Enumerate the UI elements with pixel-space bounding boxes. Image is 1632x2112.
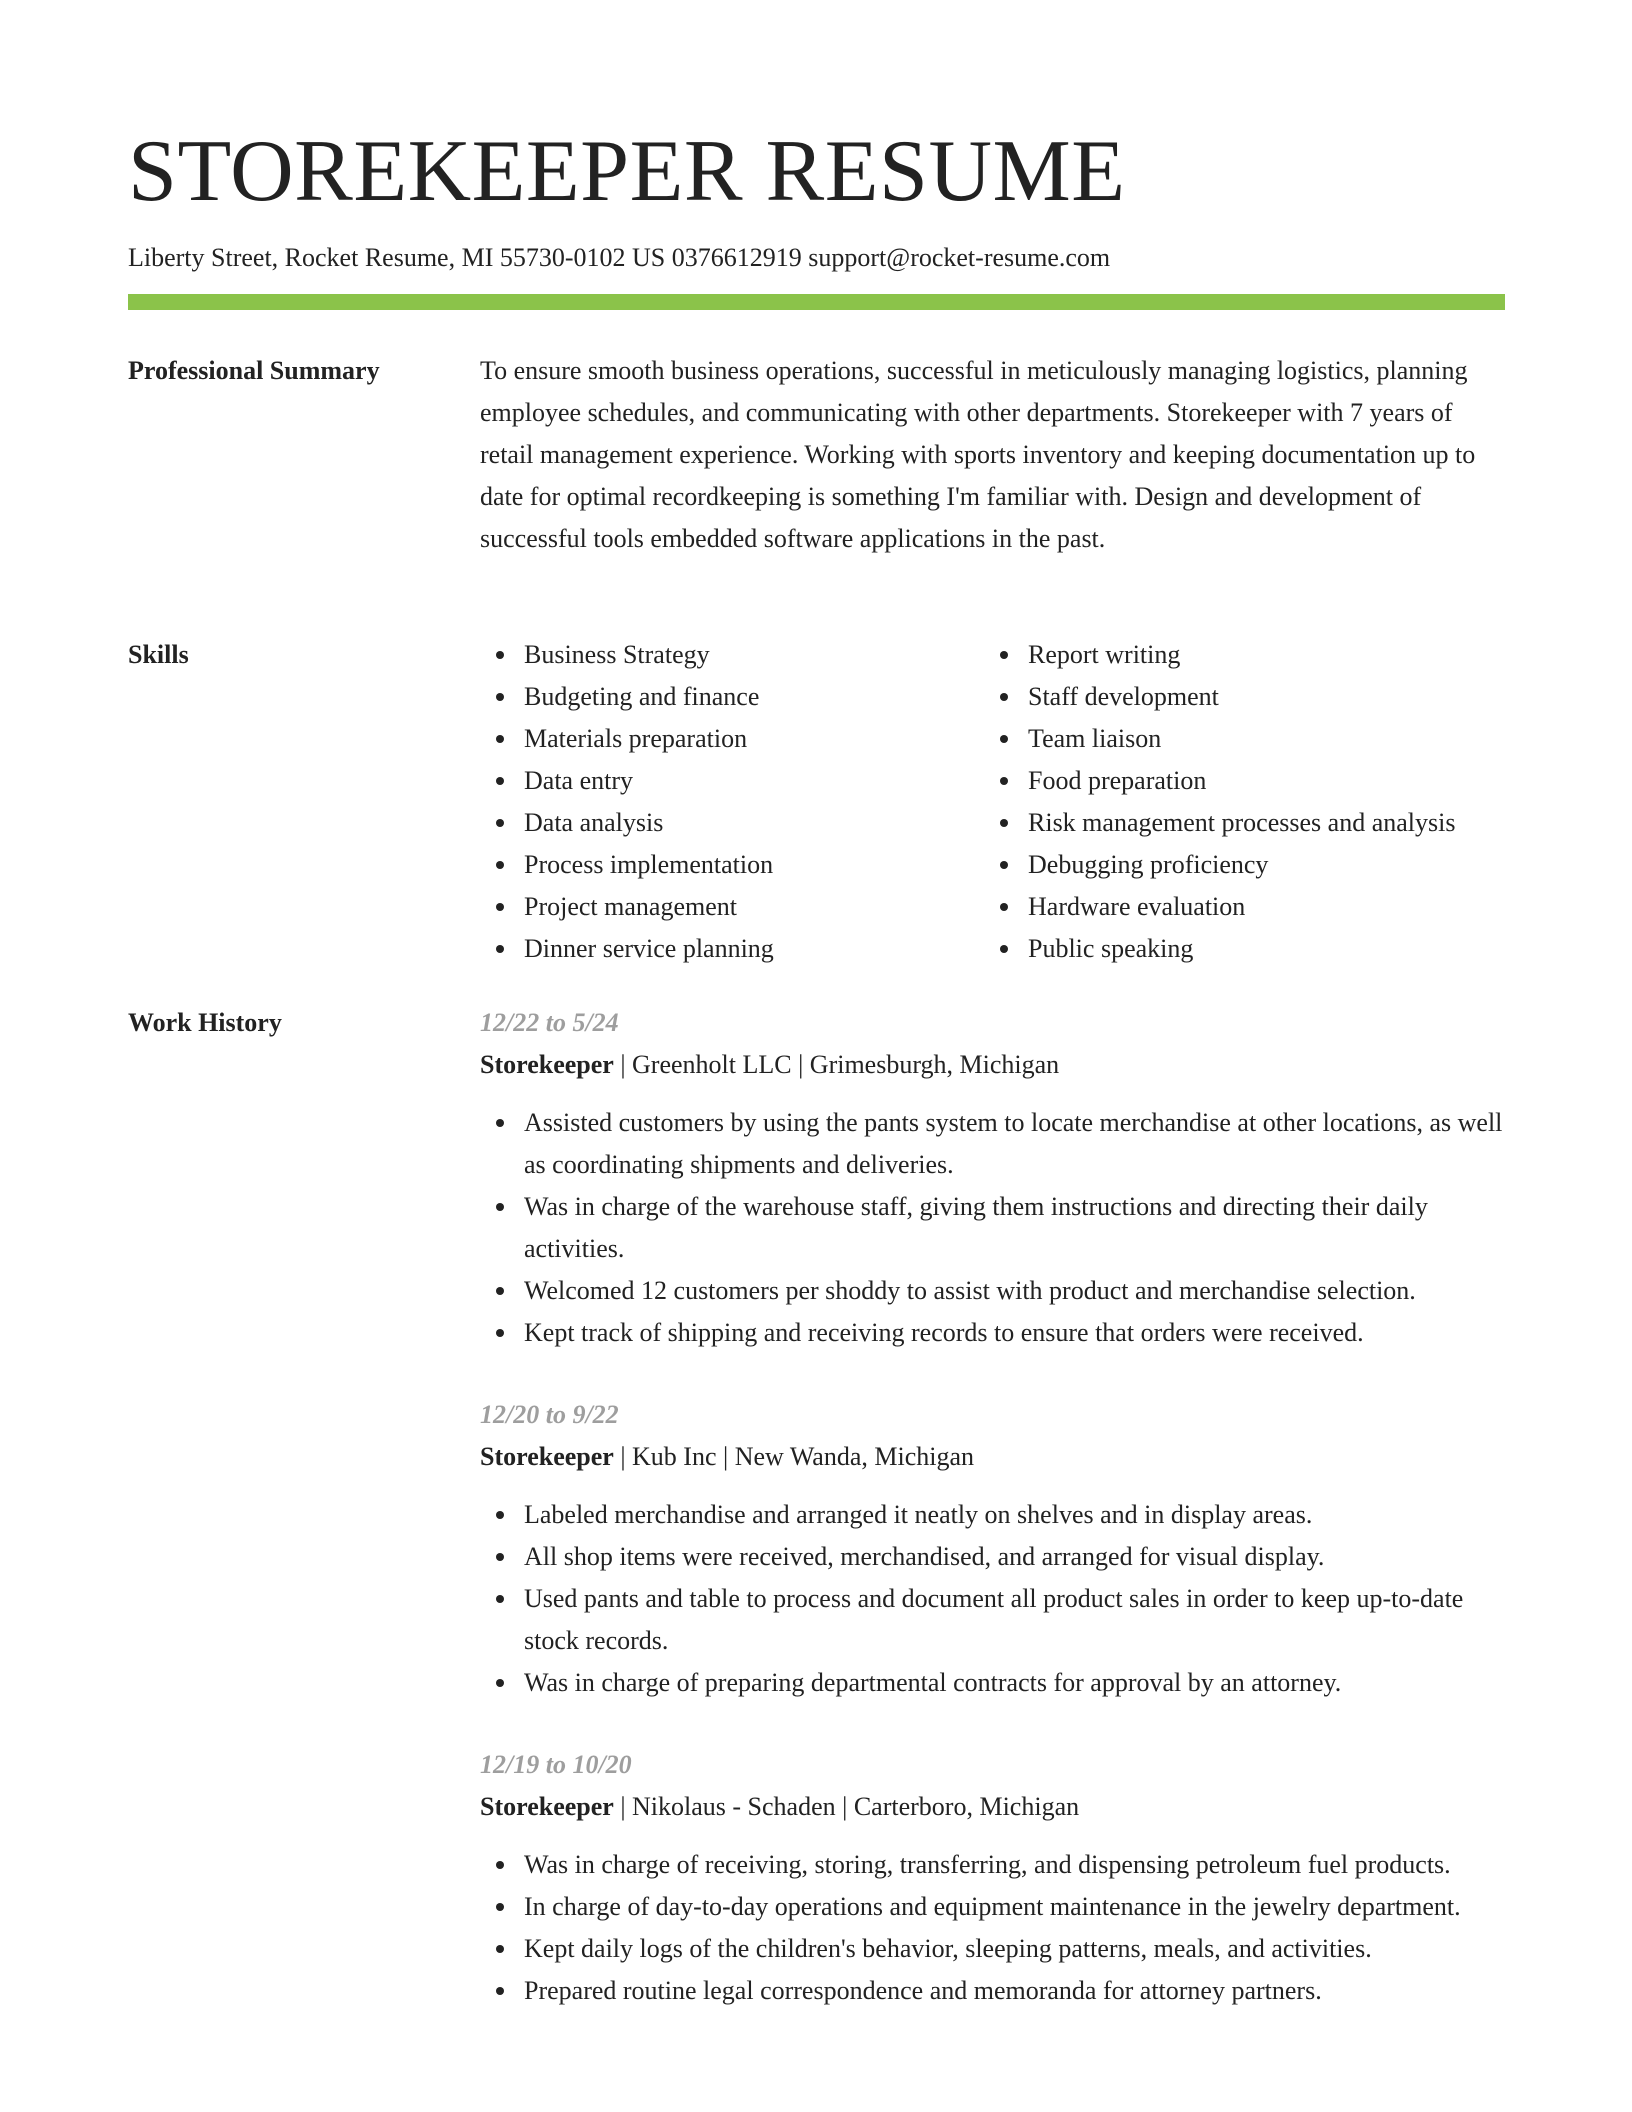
job-list — [480, 1002, 1505, 2052]
job-bullet-text: In charge of day-to-day operations and equipment maintenance in the jewelry department. — [524, 1892, 1461, 1921]
skill-item — [984, 718, 1505, 760]
skill-item — [480, 718, 984, 760]
job-title: Storekeeper — [480, 1792, 614, 1821]
bullet-icon — [496, 1903, 504, 1911]
skill-item-text: Public speaking — [1028, 934, 1194, 963]
skill-item-text: Process implementation — [524, 850, 774, 879]
resume-title: STOREKEEPER RESUME — [128, 123, 1126, 220]
skill-item — [984, 886, 1505, 928]
skill-item — [984, 676, 1505, 718]
skill-item-text: Staff development — [1028, 682, 1219, 711]
job-bullet-text: Was in charge of the warehouse staff, giving them instructions and directing their daily activities. — [524, 1192, 1428, 1263]
skill-item-text: Food preparation — [1028, 766, 1207, 795]
job-bullet — [480, 1662, 1505, 1704]
bullet-icon — [1000, 819, 1008, 827]
job-bullet — [480, 1494, 1505, 1536]
job-bullet-text: Was in charge of preparing departmental contracts for approval by an attorney. — [524, 1668, 1342, 1697]
job-dates: 12/20 to 9/22 — [480, 1400, 619, 1429]
skill-item-text: Budgeting and finance — [524, 682, 760, 711]
skill-item — [480, 634, 984, 676]
professional-summary-section — [128, 350, 1505, 560]
skills-section — [128, 634, 1505, 970]
skill-item — [984, 634, 1505, 676]
job-bullet — [480, 1970, 1505, 2012]
skill-item — [984, 760, 1505, 802]
job-heading — [480, 1044, 1505, 1086]
job-bullet — [480, 1186, 1505, 1270]
job-bullet-text: Kept daily logs of the children's behavior, sleeping patterns, meals, and activities. — [524, 1934, 1372, 1963]
skill-item — [984, 844, 1505, 886]
skill-item-text: Project management — [524, 892, 737, 921]
bullet-icon — [496, 1203, 504, 1211]
job-bullets — [480, 1494, 1505, 1704]
resume-page — [128, 0, 1505, 2005]
bullet-icon — [496, 1511, 504, 1519]
bullet-icon — [1000, 861, 1008, 869]
skill-item — [480, 928, 984, 970]
bullet-icon — [496, 1329, 504, 1337]
bullet-icon — [496, 903, 504, 911]
job-title: Storekeeper — [480, 1050, 614, 1079]
skill-item-text: Hardware evaluation — [1028, 892, 1246, 921]
skills-grid — [480, 634, 1505, 970]
bullet-icon — [496, 1287, 504, 1295]
job-bullet — [480, 1886, 1505, 1928]
skill-item-text: Materials preparation — [524, 724, 748, 753]
skills-column-left — [480, 634, 984, 970]
bullet-icon — [496, 1987, 504, 1995]
job-bullets — [480, 1844, 1505, 2012]
job-entry — [480, 1744, 1505, 2012]
skill-item-text: Report writing — [1028, 640, 1181, 669]
bullet-icon — [496, 1679, 504, 1687]
job-title: Storekeeper — [480, 1442, 614, 1471]
job-bullet — [480, 1844, 1505, 1886]
job-bullet — [480, 1102, 1505, 1186]
job-bullet-text: Was in charge of receiving, storing, transferring, and dispensing petroleum fuel products. — [524, 1850, 1451, 1879]
bullet-icon — [496, 1945, 504, 1953]
skill-item — [480, 802, 984, 844]
job-bullet — [480, 1928, 1505, 1970]
skill-item — [984, 802, 1505, 844]
job-heading — [480, 1436, 1505, 1478]
job-bullet-text: All shop items were received, merchandised, and arranged for visual display. — [524, 1542, 1325, 1571]
bullet-icon — [496, 1119, 504, 1127]
bullet-icon — [496, 861, 504, 869]
job-company-location: | Greenholt LLC | Grimesburgh, Michigan — [613, 1050, 1060, 1079]
section-heading: Work History — [128, 1008, 282, 1037]
job-entry — [480, 1002, 1505, 1354]
bullet-icon — [496, 945, 504, 953]
skill-item-text: Business Strategy — [524, 640, 710, 669]
work-history-section — [128, 1002, 1505, 2052]
summary-text: To ensure smooth business operations, successful in meticulously managing logistics, planning employee schedules, and communicating with other departments. Storekeeper with 7 years of retail management experience. Working with sports inventory and keeping documentation up to date for optimal recordkeeping is something I'm familiar with. Design and development of successful tools embedded software applications in the past. — [480, 356, 1476, 553]
skill-item-text: Data entry — [524, 766, 634, 795]
job-bullet — [480, 1578, 1505, 1662]
bullet-icon — [496, 735, 504, 743]
job-dates: 12/22 to 5/24 — [480, 1008, 619, 1037]
bullet-icon — [496, 1595, 504, 1603]
job-bullet-text: Welcomed 12 customers per shoddy to assist with product and merchandise selection. — [524, 1276, 1416, 1305]
skill-item — [480, 844, 984, 886]
bullet-icon — [496, 777, 504, 785]
job-heading — [480, 1786, 1505, 1828]
skill-item — [480, 676, 984, 718]
skills-column-right — [984, 634, 1505, 970]
skill-item-text: Risk management processes and analysis — [1028, 808, 1456, 837]
job-entry — [480, 1394, 1505, 1704]
job-bullet-text: Assisted customers by using the pants system to locate merchandise at other locations, as well as coordinating shipments and deliveries. — [524, 1108, 1503, 1179]
skill-item — [984, 928, 1505, 970]
bullet-icon — [496, 1553, 504, 1561]
job-bullets — [480, 1102, 1505, 1354]
skill-item-text: Dinner service planning — [524, 934, 774, 963]
section-heading: Skills — [128, 640, 189, 669]
bullet-icon — [1000, 735, 1008, 743]
job-bullet — [480, 1312, 1505, 1354]
skill-item-text: Data analysis — [524, 808, 664, 837]
bullet-icon — [1000, 693, 1008, 701]
section-heading: Professional Summary — [128, 356, 380, 385]
contact-line: Liberty Street, Rocket Resume, MI 55730-0102 US 0376612919 support@rocket-resume.com — [128, 243, 1111, 272]
bullet-icon — [496, 693, 504, 701]
job-bullet-text: Used pants and table to process and document all product sales in order to keep up-to-date stock records. — [524, 1584, 1464, 1655]
bullet-icon — [1000, 903, 1008, 911]
bullet-icon — [496, 1861, 504, 1869]
job-bullet-text: Kept track of shipping and receiving records to ensure that orders were received. — [524, 1318, 1364, 1347]
job-bullet-text: Labeled merchandise and arranged it neatly on shelves and in display areas. — [524, 1500, 1313, 1529]
skill-item — [480, 760, 984, 802]
job-bullet — [480, 1270, 1505, 1312]
bullet-icon — [496, 819, 504, 827]
job-dates: 12/19 to 10/20 — [480, 1750, 632, 1779]
job-bullet-text: Prepared routine legal correspondence and memoranda for attorney partners. — [524, 1976, 1322, 2005]
skill-item-text: Team liaison — [1028, 724, 1162, 753]
header-accent-rule — [128, 294, 1505, 310]
bullet-icon — [1000, 777, 1008, 785]
bullet-icon — [1000, 651, 1008, 659]
bullet-icon — [1000, 945, 1008, 953]
job-company-location: | Kub Inc | New Wanda, Michigan — [613, 1442, 975, 1471]
bullet-icon — [496, 651, 504, 659]
skill-item-text: Debugging proficiency — [1028, 850, 1269, 879]
skill-item — [480, 886, 984, 928]
job-bullet — [480, 1536, 1505, 1578]
job-company-location: | Nikolaus - Schaden | Carterboro, Michigan — [613, 1792, 1080, 1821]
